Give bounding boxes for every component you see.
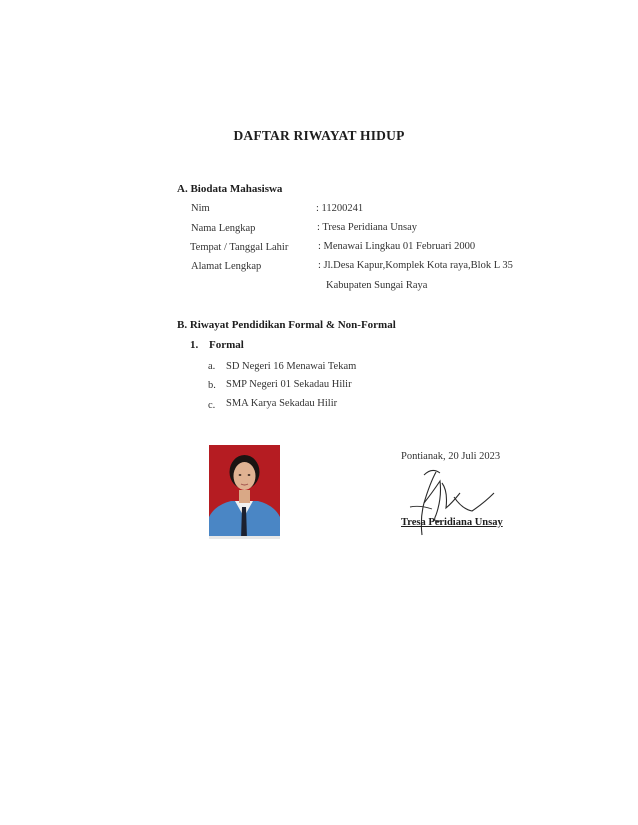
person-portrait-icon bbox=[209, 445, 280, 539]
list-item-letter: b. bbox=[208, 380, 216, 391]
field-value-address-line2: Kabupaten Sungai Raya bbox=[326, 280, 428, 291]
list-item-school-sd: SD Negeri 16 Menawai Tekam bbox=[226, 361, 357, 372]
section-a-heading: A. Biodata Mahasiswa bbox=[177, 183, 283, 195]
field-value-nim: : 11200241 bbox=[316, 203, 364, 214]
subheading-formal: Formal bbox=[209, 339, 244, 351]
section-b-heading: B. Riwayat Pendidikan Formal & Non-Formal bbox=[177, 319, 396, 331]
field-value-birth: : Menawai Lingkau 01 Februari 2000 bbox=[318, 241, 476, 252]
signature-name: Tresa Peridiana Unsay bbox=[401, 517, 503, 528]
field-value-name: : Tresa Peridiana Unsay bbox=[317, 222, 418, 233]
list-item-school-smp: SMP Negeri 01 Sekadau Hilir bbox=[226, 379, 352, 390]
student-photo bbox=[209, 445, 280, 539]
field-label-name: Nama Lengkap bbox=[191, 223, 256, 234]
field-label-nim: Nim bbox=[191, 203, 210, 214]
subheading-number: 1. bbox=[190, 339, 199, 351]
field-label-birth: Tempat / Tanggal Lahir bbox=[190, 242, 289, 253]
list-item-letter: a. bbox=[208, 361, 216, 372]
list-item-letter: c. bbox=[208, 400, 216, 411]
document-title: DAFTAR RIWAYAT HIDUP bbox=[233, 128, 405, 143]
list-item-school-sma: SMA Karya Sekadau Hilir bbox=[226, 398, 338, 409]
field-value-address: : Jl.Desa Kapur,Komplek Kota raya,Blok L 35 bbox=[318, 260, 513, 271]
signature-place-date: Pontianak, 20 Juli 2023 bbox=[401, 451, 501, 462]
field-label-address: Alamat Lengkap bbox=[191, 261, 262, 272]
